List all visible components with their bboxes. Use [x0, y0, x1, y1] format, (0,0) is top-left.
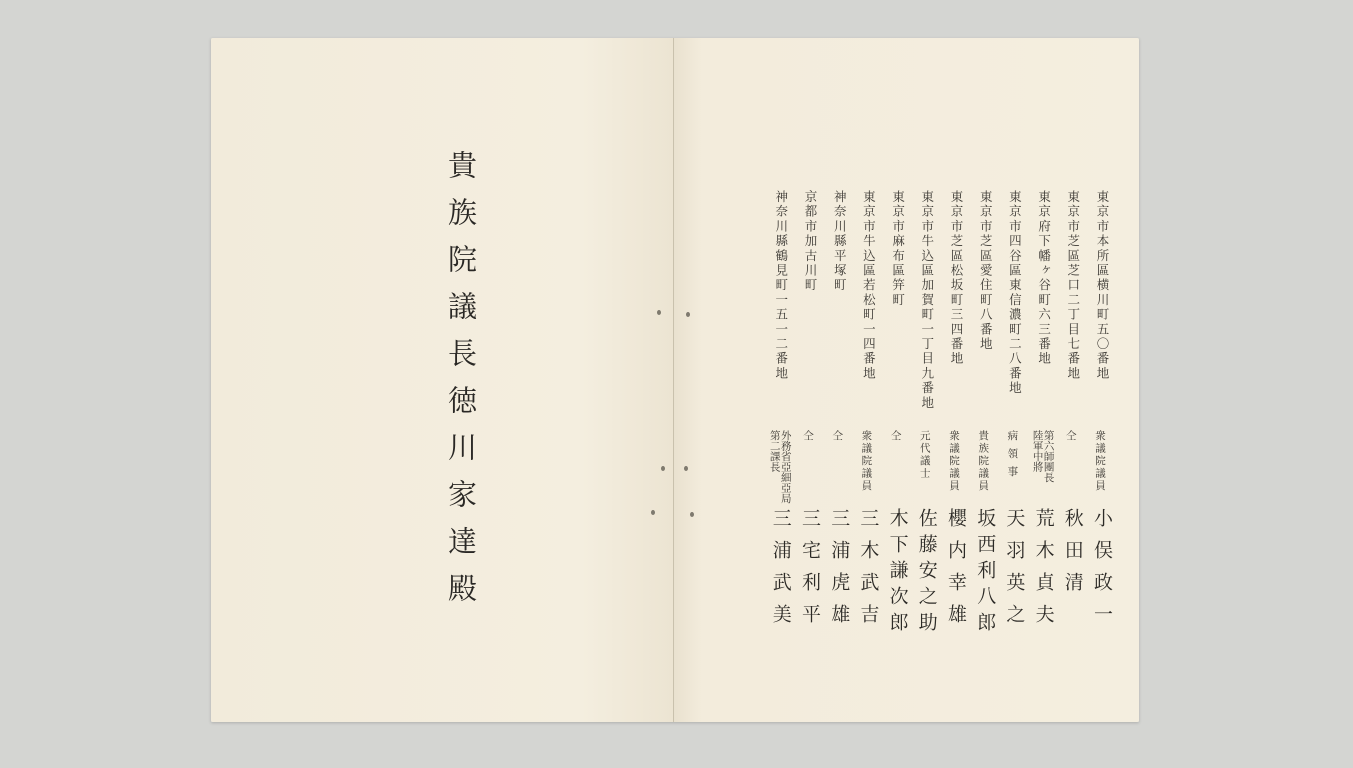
entry-title-line: 仝 — [1064, 430, 1077, 443]
entry-title-line: 外務省亞細亞局 — [779, 430, 792, 504]
entry-name: 佐藤安之助 — [915, 508, 938, 638]
entry-address: 東京市四谷區東信濃町二八番地 — [1007, 190, 1023, 396]
entry-name: 三浦虎雄 — [828, 508, 851, 636]
entry-title — [769, 430, 791, 504]
entry-title — [831, 430, 842, 443]
entry-title — [977, 430, 988, 493]
entry-address: 東京市牛込區若松町一四番地 — [861, 190, 877, 382]
right-page — [674, 38, 1139, 722]
entry-address: 神奈川縣鶴見町一五一二番地 — [773, 190, 789, 382]
entry-title — [948, 430, 959, 493]
entry-title-line: 元代議士 — [918, 430, 931, 480]
binding-hole — [657, 310, 661, 315]
entry-title — [802, 430, 813, 443]
entry-title-line: 衆議院議員 — [948, 430, 960, 493]
entry-name: 木下謙次郎 — [886, 508, 909, 638]
entry-title-line: 仝 — [889, 430, 902, 443]
binding-hole — [651, 510, 655, 515]
entry-address: 東京市芝區芝口二丁目七番地 — [1065, 190, 1081, 382]
entry-name: 櫻内幸雄 — [945, 508, 967, 636]
entry-title — [1094, 430, 1105, 493]
entry-name: 坂西利八郎 — [974, 508, 997, 638]
entry-title-line: 陸軍中將 — [1031, 430, 1044, 472]
entry-address: 東京市芝區愛住町八番地 — [978, 190, 994, 352]
entry-title — [1065, 430, 1076, 443]
entry-name: 三木武吉 — [857, 508, 880, 636]
addressee-title: 貴族院議長徳川家達殿 — [444, 150, 478, 620]
entry-address: 京都市加古川町 — [803, 190, 818, 293]
entry-title-line: 第二課長 — [768, 430, 781, 472]
entry-title — [1006, 430, 1017, 478]
binding-hole — [661, 466, 665, 471]
entry-address: 東京市牛込區加賀町一丁目九番地 — [919, 190, 935, 411]
left-page — [211, 38, 674, 722]
entry-address: 東京市芝區松坂町三四番地 — [949, 190, 964, 367]
entry-title-line: 衆議院議員 — [860, 430, 873, 493]
entry-name: 荒木貞夫 — [1032, 508, 1055, 636]
entry-title — [1032, 430, 1054, 483]
entry-title-line: 第六師團長 — [1042, 430, 1055, 483]
entry-name: 秋田清 — [1061, 508, 1084, 604]
entry-name: 小俣政一 — [1091, 508, 1113, 636]
entry-title — [919, 430, 930, 480]
entry-name: 三浦武美 — [769, 508, 792, 636]
entry-title-line: 病 領 事 — [1006, 430, 1019, 479]
entry-title-line: 仝 — [831, 430, 844, 443]
entry-address: 東京市本所區横川町五〇番地 — [1095, 190, 1110, 382]
binding-hole — [684, 466, 688, 471]
entry-name: 天羽英之 — [1003, 508, 1026, 636]
binding-hole — [686, 312, 690, 317]
open-book — [211, 38, 1139, 722]
entry-title-line: 仝 — [802, 430, 814, 443]
entry-address: 神奈川縣平塚町 — [832, 190, 848, 293]
entry-address: 東京市麻布區笄町 — [890, 190, 906, 308]
entry-title-line: 貴族院議員 — [977, 430, 990, 493]
binding-hole — [690, 512, 694, 517]
entry-title — [860, 430, 871, 493]
entry-title-line: 衆議院議員 — [1094, 430, 1106, 493]
entry-title — [890, 430, 901, 443]
entry-address: 東京府下幡ヶ谷町六三番地 — [1036, 190, 1052, 367]
entry-name: 三宅利平 — [799, 508, 821, 636]
